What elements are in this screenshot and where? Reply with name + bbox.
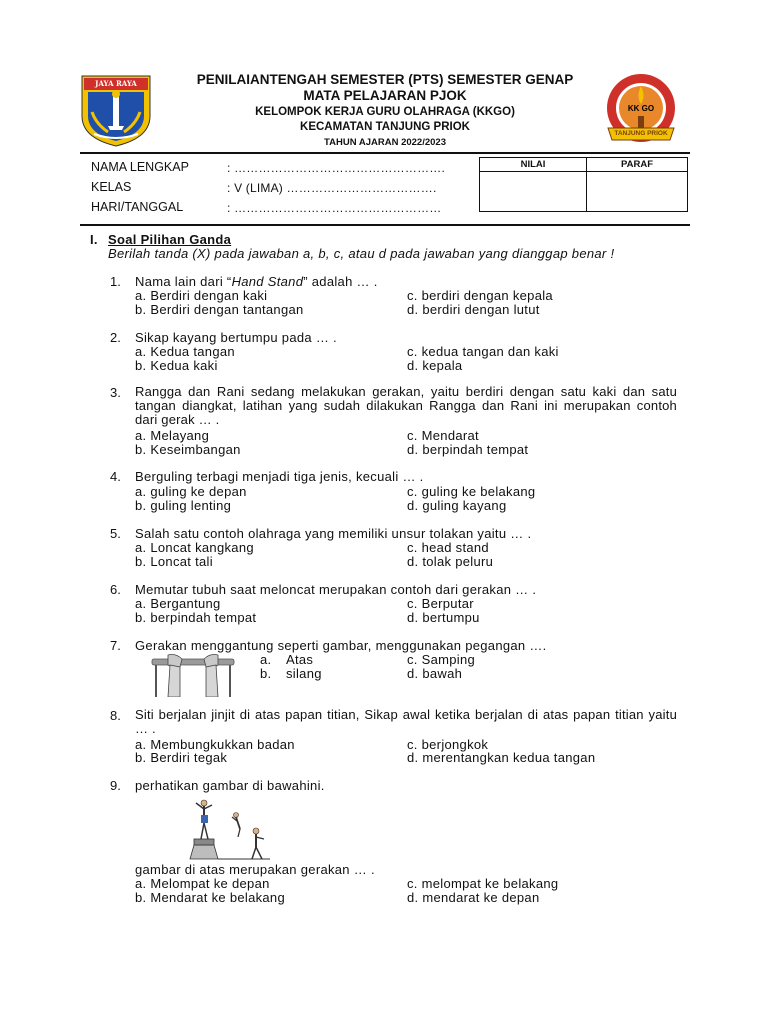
- section-instruction: Berilah tanda (X) pada jawaban a, b, c, atau d pada jawaban yang dianggap benar !: [108, 246, 615, 261]
- option-d[interactable]: d. bawah: [407, 666, 463, 681]
- question-text: Berguling terbagi menjadi tiga jenis, kecuali … .: [135, 469, 424, 484]
- question-number: 5.: [110, 526, 121, 541]
- question-number: 3.: [110, 385, 121, 400]
- option-b[interactable]: b. guling lenting: [135, 498, 232, 513]
- option-d[interactable]: d. merentangkan kedua tangan: [407, 750, 596, 765]
- header-subject: MATA PELAJARAN PJOK: [303, 88, 467, 103]
- header-divider: [80, 152, 690, 154]
- question-number: 9.: [110, 778, 121, 793]
- identity-divider: [80, 224, 690, 226]
- score-table: [479, 157, 688, 212]
- nilai-cell[interactable]: [480, 172, 587, 212]
- question-number: 6.: [110, 582, 121, 597]
- question-number: 4.: [110, 469, 121, 484]
- section-number: I.: [90, 232, 98, 247]
- date-field[interactable]: : ……………………………………………: [227, 201, 442, 215]
- option-b[interactable]: b. Keseimbangan: [135, 442, 241, 457]
- nilai-header: NILAI: [480, 158, 587, 172]
- question-number: 7.: [110, 638, 121, 653]
- option-c[interactable]: c. berjongkok: [407, 737, 489, 752]
- option-a[interactable]: a. guling ke depan: [135, 484, 247, 499]
- option-d[interactable]: d. bertumpu: [407, 610, 480, 625]
- question-text: Memutar tubuh saat meloncat merupakan contoh dari gerakan … .: [135, 582, 537, 597]
- question-text: Siti berjalan jinjit di atas papan titian, Sikap awal ketika berjalan di atas papan titian yaitu … .: [135, 707, 677, 736]
- question-text: Gerakan menggantung seperti gambar, menggunakan pegangan ….: [135, 638, 547, 653]
- logo-banner-text: TANJUNG PRIOK: [614, 130, 668, 137]
- logo-text: JAYA RAYA: [95, 79, 137, 88]
- question-number: 2.: [110, 330, 121, 345]
- option-d[interactable]: d. tolak peluru: [407, 554, 494, 569]
- question-text-term: Hand Stand: [231, 274, 304, 289]
- option-a[interactable]: a. Berdiri dengan kaki: [135, 288, 268, 303]
- question-text: Rangga dan Rani sedang melakukan gerakan, yaitu berdiri dengan satu kaki dan satu tangan diangkat, latihan yang sudah dilakukan Rangga dan Rani ini merupakan contoh dari gerak … .: [135, 384, 677, 427]
- section-title: Soal Pilihan Ganda: [108, 232, 232, 247]
- header-year: TAHUN AJARAN 2022/2023: [324, 137, 446, 148]
- option-d[interactable]: d. kepala: [407, 358, 463, 373]
- option-d[interactable]: d. berdiri dengan lutut: [407, 302, 540, 317]
- option-a[interactable]: a. Kedua tangan: [135, 344, 235, 359]
- question-number: 1.: [110, 274, 121, 289]
- option-b[interactable]: b. berpindah tempat: [135, 610, 257, 625]
- question-number: 8.: [110, 708, 121, 723]
- paraf-cell[interactable]: [587, 172, 688, 212]
- option-c[interactable]: c. melompat ke belakang: [407, 876, 559, 891]
- question-text-start: Nama lain dari “: [135, 274, 232, 289]
- option-d[interactable]: d. guling kayang: [407, 498, 507, 513]
- class-label: KELAS: [91, 180, 132, 194]
- option-b[interactable]: b. Mendarat ke belakang: [135, 890, 285, 905]
- header-district: KECAMATAN TANJUNG PRIOK: [300, 121, 470, 133]
- option-c[interactable]: c. guling ke belakang: [407, 484, 536, 499]
- name-label: NAMA LENGKAP: [91, 160, 189, 174]
- option-b[interactable]: b. Berdiri tegak: [135, 750, 228, 765]
- option-b[interactable]: silang: [286, 666, 322, 681]
- question-text-followup: gambar di atas merupakan gerakan … .: [135, 862, 375, 877]
- option-b[interactable]: b. Kedua kaki: [135, 358, 218, 373]
- option-a-letter[interactable]: a.: [260, 652, 272, 667]
- option-b[interactable]: b. Loncat tali: [135, 554, 213, 569]
- paraf-header: PARAF: [587, 158, 688, 172]
- option-a[interactable]: Atas: [286, 652, 314, 667]
- option-a[interactable]: a. Loncat kangkang: [135, 540, 254, 555]
- header-group: KELOMPOK KERJA GURU OLAHRAGA (KKGO): [255, 106, 515, 118]
- question-text: [135, 274, 378, 289]
- question-text: Sikap kayang bertumpu pada … .: [135, 330, 337, 345]
- option-d[interactable]: d. mendarat ke depan: [407, 890, 540, 905]
- question-text-end: ” adalah … .: [303, 274, 378, 289]
- question-text: perhatikan gambar di bawahini.: [135, 778, 325, 793]
- name-field[interactable]: : …………………………………………….: [227, 161, 446, 175]
- option-d[interactable]: d. berpindah tempat: [407, 442, 529, 457]
- class-field[interactable]: : V (LIMA) ……………………………….: [227, 181, 437, 195]
- option-b-letter[interactable]: b.: [260, 666, 272, 681]
- option-c[interactable]: c. berdiri dengan kepala: [407, 288, 553, 303]
- jumping-sequence-image: [188, 797, 270, 861]
- option-c[interactable]: c. Samping: [407, 652, 476, 667]
- question-text: Salah satu contoh olahraga yang memiliki unsur tolakan yaitu … .: [135, 526, 532, 541]
- hanging-bar-image: [150, 653, 236, 697]
- option-a[interactable]: a. Bergantung: [135, 596, 221, 611]
- header-title: PENILAIANTENGAH SEMESTER (PTS) SEMESTER GENAP: [196, 72, 574, 87]
- option-c[interactable]: c. head stand: [407, 540, 489, 555]
- date-label: HARI/TANGGAL: [91, 200, 184, 214]
- option-a[interactable]: a. Melompat ke depan: [135, 876, 270, 891]
- option-c[interactable]: c. kedua tangan dan kaki: [407, 344, 559, 359]
- option-a[interactable]: a. Membungkukkan badan: [135, 737, 295, 752]
- option-b[interactable]: b. Berdiri dengan tantangan: [135, 302, 304, 317]
- option-c[interactable]: c. Berputar: [407, 596, 474, 611]
- option-a[interactable]: a. Melayang: [135, 428, 210, 443]
- logo-center-text: KK GO: [627, 104, 655, 113]
- option-c[interactable]: c. Mendarat: [407, 428, 479, 443]
